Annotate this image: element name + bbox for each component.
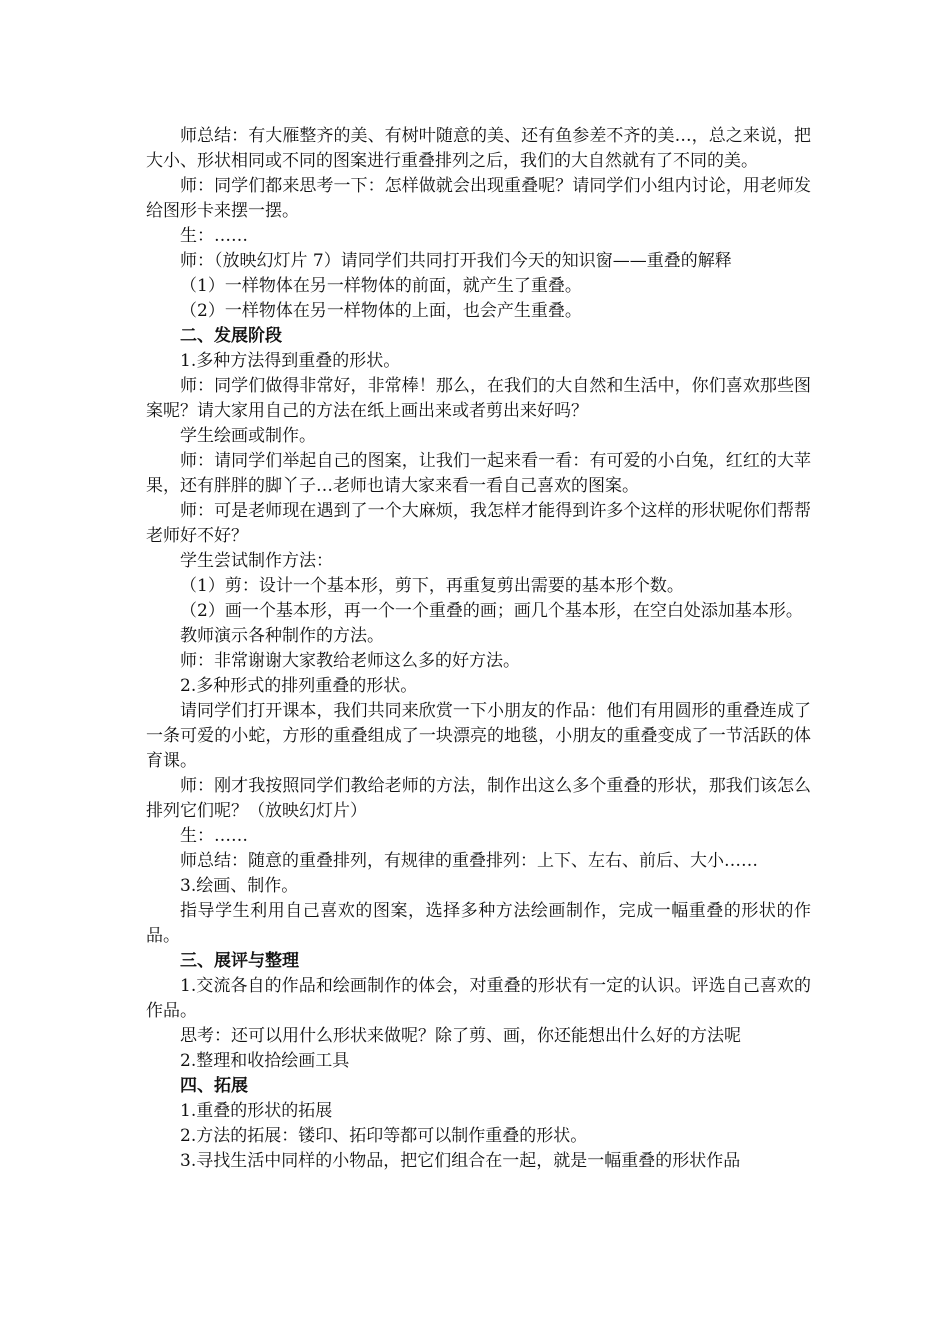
paragraph: 指导学生利用自己喜欢的图案，选择多种方法绘画制作，完成一幅重叠的形状的作品。	[146, 901, 811, 946]
paragraph: 师：（放映幻灯片 7）请同学们共同打开我们今天的知识窗——重叠的解释	[180, 251, 732, 271]
paragraph: 师：同学们做得非常好，非常棒！那么，在我们的大自然和生活中，你们喜欢那些图案呢？请大家用自己的方法在纸上画出来或者剪出来好吗？	[146, 376, 811, 421]
paragraph: 师总结：随意的重叠排列，有规律的重叠排列：上下、左右、前后、大小……	[180, 851, 758, 871]
section-heading: 四、拓展	[180, 1076, 248, 1096]
section-heading: 二、发展阶段	[180, 326, 282, 346]
paragraph: 3.绘画、制作。	[180, 876, 299, 896]
paragraph: 2.方法的拓展：镂印、拓印等都可以制作重叠的形状。	[180, 1126, 588, 1146]
document-body	[146, 124, 811, 1174]
paragraph: 师：同学们都来思考一下：怎样做就会出现重叠呢？请同学们小组内讨论，用老师发给图形卡来摆一摆。	[146, 176, 811, 221]
paragraph: 师：刚才我按照同学们教给老师的方法，制作出这么多个重叠的形状，那我们该怎么排列它们呢？（放映幻灯片）	[146, 776, 811, 821]
paragraph: 请同学们打开课本，我们共同来欣赏一下小朋友的作品：他们有用圆形的重叠连成了一条可爱的小蛇，方形的重叠组成了一块漂亮的地毯，小朋友的重叠变成了一节活跃的体育课。	[146, 701, 811, 771]
paragraph: 教师演示各种制作的方法。	[180, 626, 384, 646]
paragraph: 师：非常谢谢大家教给老师这么多的好方法。	[180, 651, 520, 671]
paragraph: （2）画一个基本形，再一个一个重叠的画；画几个基本形，在空白处添加基本形。	[180, 601, 803, 621]
paragraph: 师总结：有大雁整齐的美、有树叶随意的美、还有鱼参差不齐的美…，总之来说，把大小、形状相同或不同的图案进行重叠排列之后，我们的大自然就有了不同的美。	[146, 126, 811, 171]
paragraph: 3.寻找生活中同样的小物品，把它们组合在一起，就是一幅重叠的形状作品	[180, 1151, 741, 1171]
paragraph: 2.整理和收拾绘画工具	[180, 1051, 350, 1071]
paragraph: 师：可是老师现在遇到了一个大麻烦，我怎样才能得到许多个这样的形状呢你们帮帮老师好不好？	[146, 501, 811, 546]
paragraph: （2）一样物体在另一样物体的上面，也会产生重叠。	[180, 301, 582, 321]
paragraph: 2.多种形式的排列重叠的形状。	[180, 676, 418, 696]
paragraph: 生：……	[180, 826, 248, 846]
paragraph: 学生尝试制作方法：	[180, 551, 333, 571]
paragraph: 1.多种方法得到重叠的形状。	[180, 351, 401, 371]
section-heading: 三、展评与整理	[180, 951, 299, 971]
paragraph: 学生绘画或制作。	[180, 426, 316, 446]
paragraph: （1）一样物体在另一样物体的前面，就产生了重叠。	[180, 276, 582, 296]
paragraph: 师：请同学们举起自己的图案，让我们一起来看一看：有可爱的小白兔，红红的大苹果，还有胖胖的脚丫子…老师也请大家来看一看自己喜欢的图案。	[146, 451, 811, 496]
paragraph: 1.重叠的形状的拓展	[180, 1101, 333, 1121]
paragraph: 1.交流各自的作品和绘画制作的体会，对重叠的形状有一定的认识。评选自己喜欢的作品。	[146, 976, 811, 1021]
paragraph: （1）剪：设计一个基本形，剪下，再重复剪出需要的基本形个数。	[180, 576, 684, 596]
paragraph: 思考：还可以用什么形状来做呢？除了剪、画，你还能想出什么好的方法呢	[180, 1026, 741, 1046]
paragraph: 生：……	[180, 226, 248, 246]
